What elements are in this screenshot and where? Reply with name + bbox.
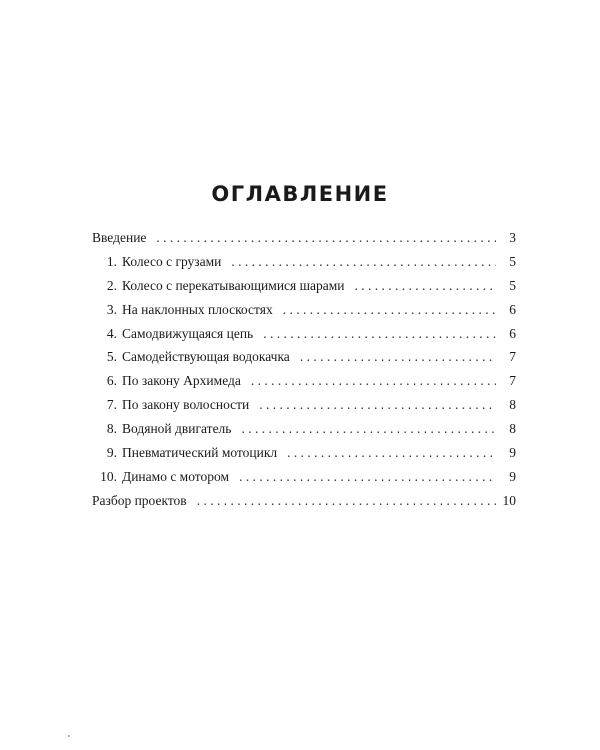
toc-entry-label: Пневматический мотоцикл <box>122 445 278 461</box>
toc-entry-page: 8 <box>509 397 516 413</box>
toc-entry-3 <box>92 298 516 322</box>
toc-entry-label: Колесо с грузами <box>122 253 222 269</box>
toc-entry-10 <box>92 465 516 489</box>
toc-entry-page: 9 <box>509 445 516 461</box>
toc-entry-label: Колесо с перекатывающимися шарами <box>122 277 345 293</box>
dot-leader <box>283 298 496 322</box>
dot-leader <box>300 345 496 369</box>
dot-leader <box>263 322 496 346</box>
toc-entry-number: 10. <box>100 468 117 484</box>
toc-entry-number: 3. <box>106 301 117 317</box>
toc-entry-label: Самодвижущаяся цепь <box>122 325 254 341</box>
toc-entry-page: 8 <box>509 421 516 437</box>
toc-entry-number: 4. <box>106 325 117 341</box>
toc-entry-5 <box>92 345 516 369</box>
toc-entry-1 <box>92 250 516 274</box>
toc-entry-introduction <box>92 226 516 250</box>
toc-entry-page: 5 <box>509 277 516 293</box>
toc-entry-number: 7. <box>106 397 117 413</box>
toc-entry-project-review <box>92 489 516 513</box>
toc-entry-7 <box>92 393 516 417</box>
toc-entry-label: Разбор проектов <box>92 492 187 508</box>
toc-entry-number: 8. <box>106 421 117 437</box>
toc-entry-label: По закону Архимеда <box>122 373 241 389</box>
toc-entry-number: 2. <box>106 277 117 293</box>
toc-entry-number: 9. <box>106 445 117 461</box>
toc-entry-label: Водяной двигатель <box>122 421 232 437</box>
toc-entry-4 <box>92 322 516 346</box>
toc-entry-page: 9 <box>509 468 516 484</box>
dot-leader <box>239 465 496 489</box>
toc-entry-6 <box>92 369 516 393</box>
toc-entry-9 <box>92 441 516 465</box>
toc-entry-number: 5. <box>106 349 117 365</box>
dot-leader <box>259 393 496 417</box>
scan-speck <box>68 735 70 737</box>
toc-entry-page: 7 <box>509 373 516 389</box>
toc-entry-number: 1. <box>106 253 117 269</box>
toc-entry-number: 6. <box>106 373 117 389</box>
toc-entry-8 <box>92 417 516 441</box>
dot-leader <box>287 441 496 465</box>
dot-leader <box>251 369 496 393</box>
toc-entry-label: На наклонных плоскостях <box>122 301 273 317</box>
dot-leader <box>355 274 496 298</box>
toc-entry-label: Динамо с мотором <box>122 468 230 484</box>
toc-entry-page: 3 <box>509 230 516 245</box>
toc-entry-page: 10 <box>502 492 516 508</box>
table-of-contents <box>92 226 516 513</box>
toc-entry-page: 7 <box>509 349 516 365</box>
dot-leader <box>156 226 496 250</box>
toc-entry-page: 5 <box>509 253 516 269</box>
toc-entry-page: 6 <box>509 301 516 317</box>
dot-leader <box>231 250 496 274</box>
toc-entry-2 <box>92 274 516 298</box>
toc-entry-page: 6 <box>509 325 516 341</box>
toc-entry-label: Самодействующая водокачка <box>122 349 290 365</box>
toc-entry-label: Введение <box>92 230 147 245</box>
toc-entry-label: По закону волосности <box>122 397 250 413</box>
dot-leader <box>241 417 496 441</box>
page-title: ОГЛАВЛЕНИЕ <box>211 182 389 206</box>
dot-leader <box>197 489 496 513</box>
